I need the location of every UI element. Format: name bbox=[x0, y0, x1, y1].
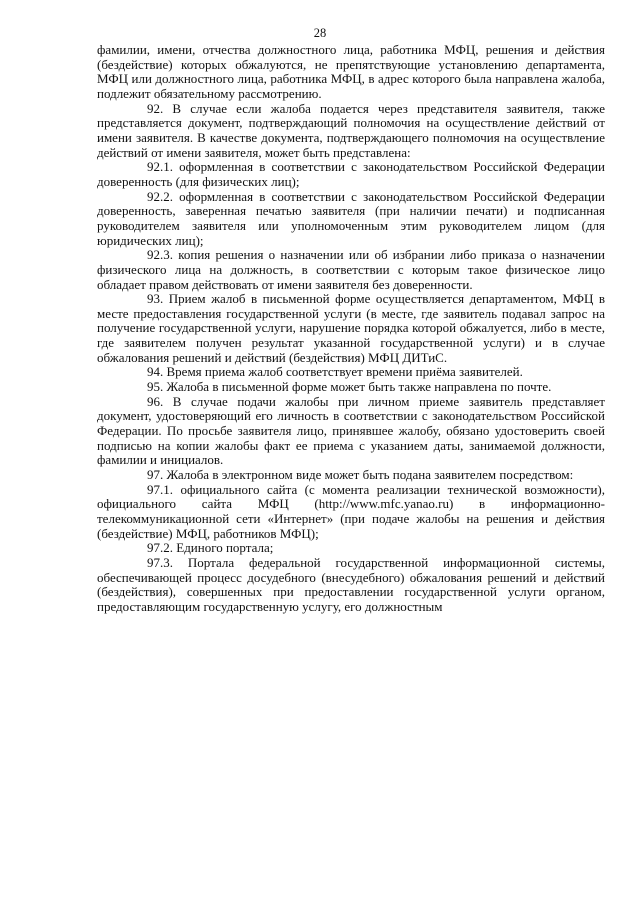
paragraph-93: 93. Прием жалоб в письменной форме осуществляется департаментом, МФЦ в месте предоставления государственной услуги (в месте, где заявитель подавал запрос на получение государственной услуги, нарушение порядка которой обжалуется, либо в месте, где заявителем получен результат указанной государственной услуги) и в случае обжалования решений и действий (бездействия) МФЦ ДИТиС. bbox=[97, 291, 605, 365]
paragraph-96: 96. В случае подачи жалобы при личном приеме заявитель представляет документ, удостоверяющий его личность в соответствии с законодательством Российской Федерации. По просьбе заявителя лицо, принявшее жалобу, обязано удостоверить своей подписью на копии жалобы факт ее приема с указанием даты, занимаемой должности, фамилии и инициалов. bbox=[97, 393, 605, 468]
paragraph-94: 94. Время приема жалоб соответствует времени приёма заявителей. bbox=[147, 364, 523, 380]
paragraph-92-2: 92.2. оформленная в соответствии с законодательством Российской Федерации доверенность, заверенная печатью заявителя (при наличии печати) и подписанная руководителем заявителя или уполномоченным этим руководителем лицом (для юридических лиц); bbox=[97, 188, 605, 248]
paragraph-97-3: 97.3. Портала федеральной государственной информационной системы, обеспечивающей процесс досудебного (внесудебного) обжалования решений и действий (бездействия), совершенных при предоставлении государственной услуги органом, предоставляющим государственную услугу, его должностным bbox=[97, 554, 605, 614]
paragraph-97: 97. Жалоба в электронном виде может быть подана заявителем посредством: bbox=[147, 467, 574, 483]
page-number: 28 bbox=[313, 26, 327, 40]
paragraph-97-1: 97.1. официального сайта (с момента реализации технической возможности), официального сайта МФЦ (http://www.mfc.yanao.ru) в информационно-телекоммуникационной сети «Интернет» (при подаче жалобы на решения и действия (бездействие) МФЦ, работников МФЦ); bbox=[97, 481, 605, 541]
paragraph-continuation: фамилии, имени, отчества должностного лица, работника МФЦ, решения и действия (бездействие) которых обжалуются, не препятствующие установлению департамента, МФЦ или должностного лица, работника МФЦ, в адрес которого была направлена жалоба, подлежит обязательному рассмотрению. bbox=[97, 42, 605, 101]
paragraph-95: 95. Жалоба в письменной форме может быть также направлена по почте. bbox=[147, 379, 552, 395]
paragraph-92-1: 92.1. оформленная в соответствии с законодательством Российской Федерации доверенность (для физических лиц); bbox=[97, 159, 605, 189]
paragraph-92-3: 92.3. копия решения о назначении или об избрании либо приказа о назначении физического лица на должность, в соответствии с которым такое физическое лицо обладает правом действовать от имени заявителя без доверенности. bbox=[97, 247, 605, 292]
paragraph-97-2: 97.2. Единого портала; bbox=[147, 540, 274, 556]
paragraph-92: 92. В случае если жалоба подается через представителя заявителя, также представляется документ, подтверждающий полномочия на осуществление действий от имени заявителя. В качестве документа, подтверждающего полномочия на осуществление действий от имени заявителя, может быть представлена: bbox=[97, 100, 605, 160]
document-body bbox=[97, 43, 605, 615]
